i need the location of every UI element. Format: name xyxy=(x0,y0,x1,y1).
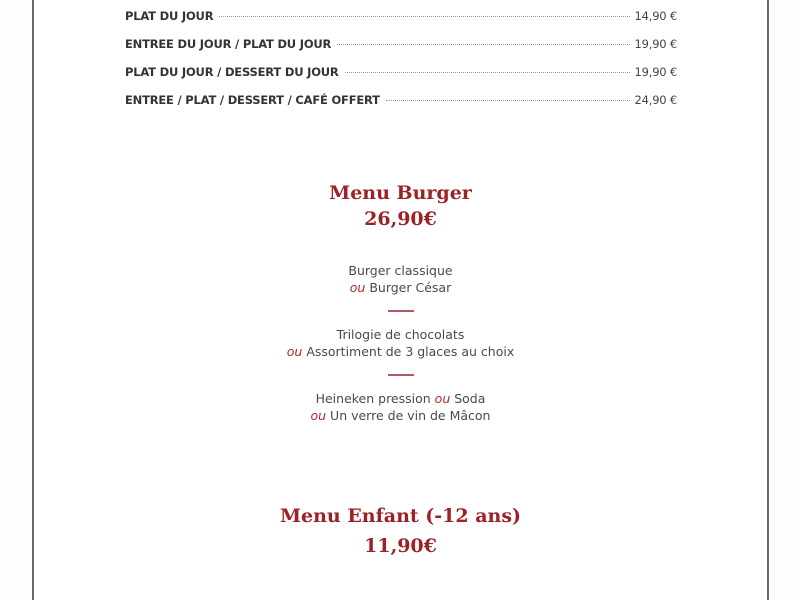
ou-connector: ou xyxy=(310,408,327,423)
dot-leader xyxy=(345,72,630,73)
formula-price: 14,90 € xyxy=(634,9,677,23)
course-option: Trilogie de chocolats xyxy=(336,327,465,342)
formula-row xyxy=(125,37,677,65)
dot-leader xyxy=(386,100,630,101)
formulas-list xyxy=(125,9,677,121)
dot-leader xyxy=(337,44,629,45)
formula-name: PLAT DU JOUR xyxy=(125,9,214,23)
menu-burger-section xyxy=(34,180,767,424)
formula-price: 19,90 € xyxy=(634,65,677,79)
ou-connector: ou xyxy=(286,344,303,359)
formula-row xyxy=(125,9,677,37)
menu-burger-title: Menu Burger xyxy=(329,182,472,204)
separator xyxy=(388,374,414,376)
formula-price: 19,90 € xyxy=(634,37,677,51)
course-drink xyxy=(34,390,767,424)
course-option: ou Un verre de vin de Mâcon xyxy=(310,408,491,423)
ou-connector: ou xyxy=(434,391,451,406)
menu-enfant-price: 11,90€ xyxy=(364,535,437,557)
menu-enfant-title: Menu Enfant (-12 ans) xyxy=(279,505,522,527)
dot-leader xyxy=(219,16,629,17)
course-main xyxy=(34,262,767,296)
formula-price: 24,90 € xyxy=(634,93,677,107)
menu-page xyxy=(32,0,769,600)
course-option: ou Burger César xyxy=(349,280,452,295)
formula-row xyxy=(125,93,677,121)
course-dessert xyxy=(34,326,767,360)
course-option: ou Assortiment de 3 glaces au choix xyxy=(286,344,515,359)
formula-name: ENTREE / PLAT / DESSERT / CAFÉ OFFERT xyxy=(125,93,380,107)
course-option: Heineken pression ou Soda xyxy=(315,391,486,406)
menu-burger-price: 26,90€ xyxy=(364,208,437,230)
ou-connector: ou xyxy=(349,280,366,295)
formula-name: ENTREE DU JOUR / PLAT DU JOUR xyxy=(125,37,332,51)
course-option: Burger classique xyxy=(348,263,453,278)
separator xyxy=(388,310,414,312)
menu-enfant-section xyxy=(34,503,767,559)
formula-name: PLAT DU JOUR / DESSERT DU JOUR xyxy=(125,65,339,79)
formula-row xyxy=(125,65,677,93)
